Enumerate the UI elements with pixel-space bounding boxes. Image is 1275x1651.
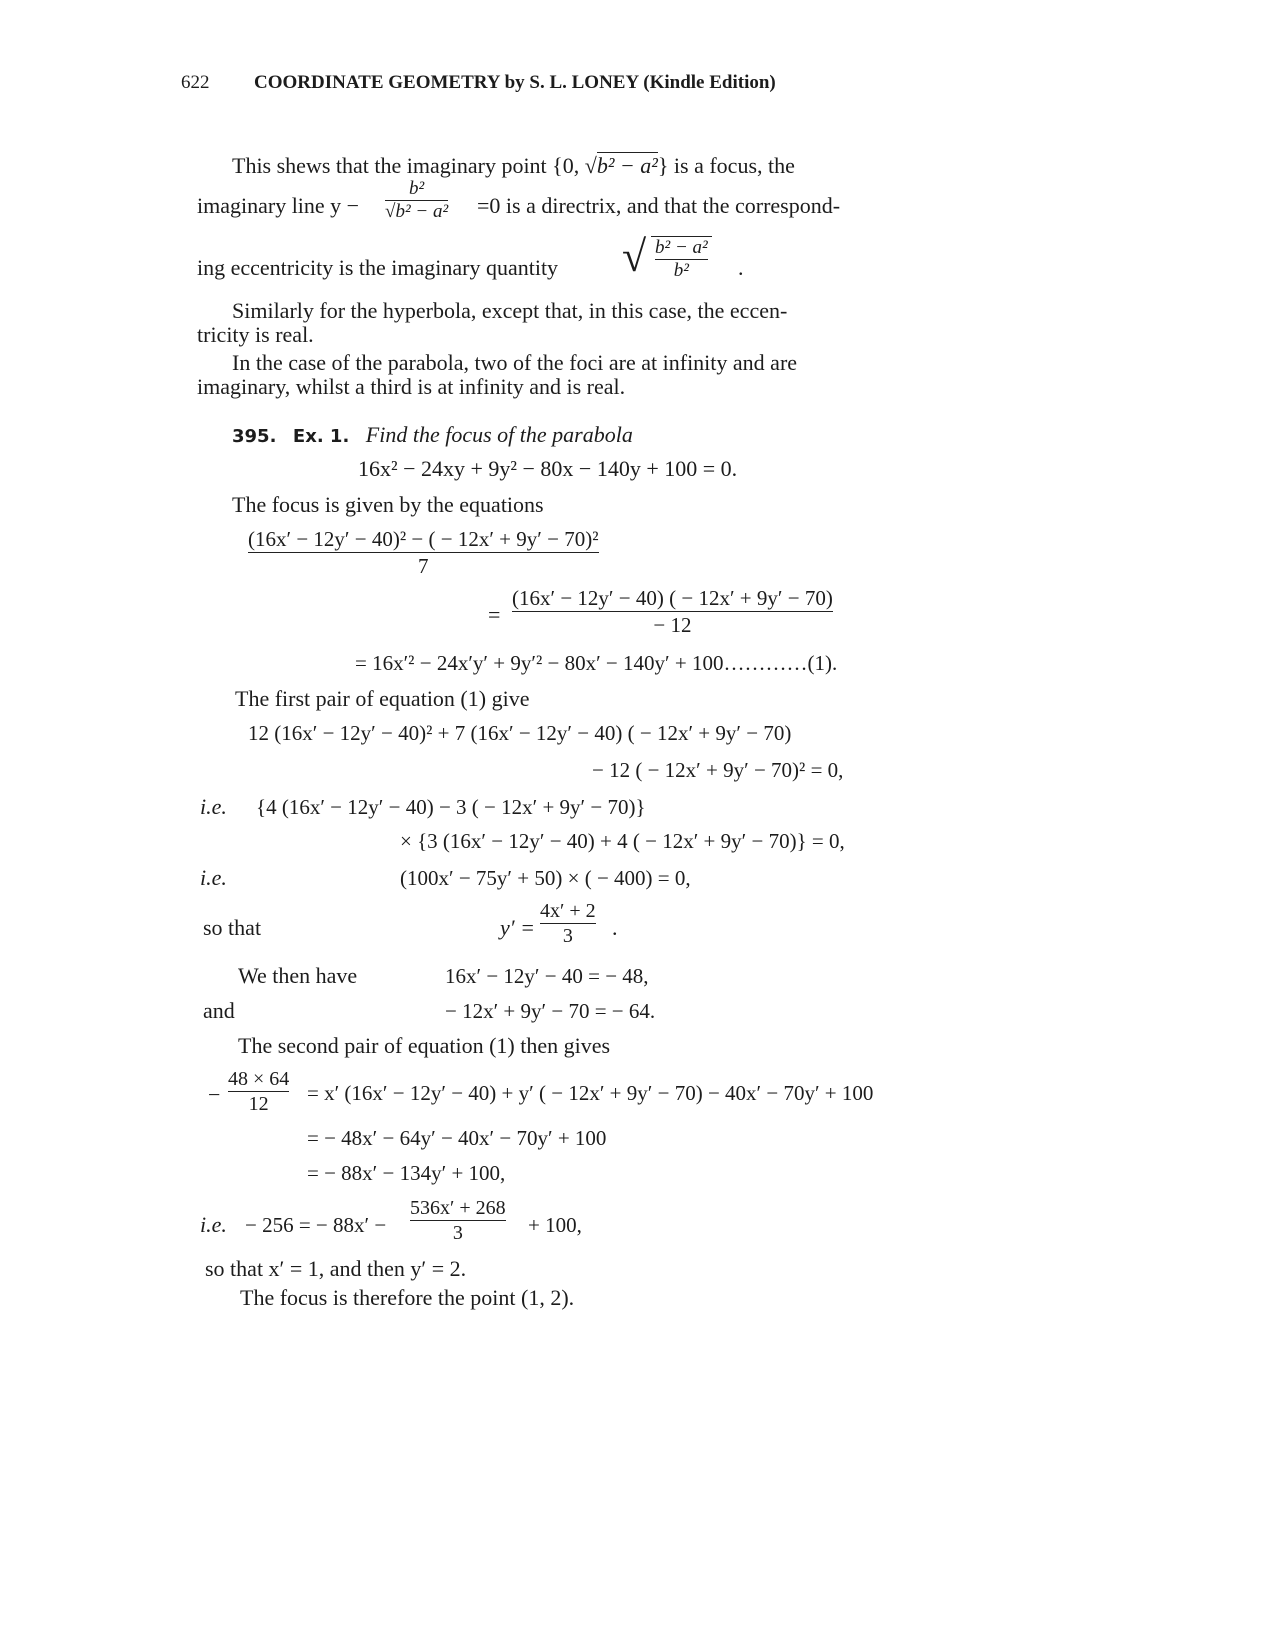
ie3-denominator: 3 — [452, 1222, 463, 1244]
y-prime-period: . — [612, 915, 618, 940]
ie3-rhs: + 100, — [528, 1213, 582, 1237]
minus-sign: − — [208, 1082, 221, 1107]
product-fraction — [228, 1067, 289, 1116]
final-values: so that x′ = 1, and then y′ = 2. — [205, 1256, 467, 1281]
para2-line2: tricity is real. — [197, 322, 314, 347]
para3-line1: In the case of the parabola, two of the foci are at infinity and are — [232, 350, 798, 375]
second-pair-rhs: = x′ (16x′ − 12y′ − 40) + y′ ( − 12x′ + 9y′ − 70) − 40x′ − 70y′ + 100 — [307, 1081, 874, 1105]
ie3-numerator: 536x′ + 268 — [410, 1197, 506, 1219]
focus-fraction-1-numerator: (16x′ − 12y′ − 40)² − ( − 12x′ + 9y′ − 70)² — [248, 527, 599, 551]
y-prime-lhs: y′ = — [500, 915, 535, 940]
para2-line1: Similarly for the hyperbola, except that, in this case, the eccen- — [232, 298, 788, 323]
factor-line2: × {3 (16x′ − 12y′ − 40) + 4 ( − 12x′ + 9y′ − 70)} = 0, — [400, 829, 845, 853]
para1-line1-radicand: b² − a² — [596, 153, 658, 178]
para1-line1-text-a: This shews that the imaginary point {0, — [232, 153, 585, 178]
product-denominator: 12 — [248, 1093, 269, 1115]
y-prime-denominator: 3 — [562, 925, 573, 947]
para1-line1-text-b: } is a focus, the — [657, 153, 795, 178]
ie3-lhs: − 256 = − 88x′ − — [245, 1213, 387, 1237]
factor-line1: {4 (16x′ − 12y′ − 40) − 3 ( − 12x′ + 9y′ − 70)} — [256, 795, 646, 819]
we-then-have-equation: 16x′ − 12y′ − 40 = − 48, — [445, 964, 649, 988]
example-label: Ex. 1. — [292, 426, 350, 447]
focus-fraction-2-denominator: − 12 — [653, 613, 692, 637]
example-number: 395. — [232, 426, 277, 447]
para1-line2-start: imaginary line y − — [197, 193, 360, 218]
y-prime-numerator: 4x′ + 2 — [540, 900, 596, 922]
example-prompt: Find the focus of the parabola — [365, 422, 633, 447]
ie-label-2: i.e. — [200, 865, 227, 890]
directrix-radicand: b² − a² — [395, 201, 449, 222]
product-numerator: 48 × 64 — [228, 1068, 290, 1090]
directrix-fraction-numerator: b² — [385, 178, 448, 201]
example-heading — [232, 422, 633, 450]
ie-label-1: i.e. — [200, 794, 227, 819]
sqrt-sign: √ — [385, 201, 396, 222]
focus-fraction-1 — [248, 526, 599, 579]
first-pair-eq-line1: 12 (16x′ − 12y′ − 40)² + 7 (16x′ − 12y′ − 40) ( − 12x′ + 9y′ − 70) — [248, 721, 792, 745]
para1-line3-start: ing eccentricity is the imaginary quantity — [197, 255, 559, 280]
focus-fraction-1-denominator: 7 — [418, 554, 429, 578]
second-pair-line2: = − 48x′ − 64y′ − 40x′ − 70y′ + 100 — [307, 1126, 607, 1150]
para1-line1 — [232, 153, 795, 179]
y-prime-fraction — [540, 899, 596, 948]
ie3-fraction — [410, 1196, 506, 1245]
page-number: 622 — [181, 72, 210, 93]
and-equation: − 12x′ + 9y′ − 70 = − 64. — [445, 999, 656, 1023]
focus-fraction-2 — [512, 585, 833, 638]
directrix-fraction — [385, 178, 448, 223]
large-sqrt-sign: √ — [622, 232, 647, 281]
first-pair-eq-line2: − 12 ( − 12x′ + 9y′ − 70)² = 0, — [592, 758, 844, 782]
final-conclusion: The focus is therefore the point (1, 2). — [240, 1285, 575, 1310]
directrix-fraction-denominator — [385, 201, 448, 223]
first-pair-text: The first pair of equation (1) give — [235, 686, 530, 711]
example-equation: 16x² − 24xy + 9y² − 80x − 140y + 100 = 0. — [358, 456, 738, 481]
focus-fraction-2-numerator: (16x′ − 12y′ − 40) ( − 12x′ + 9y′ − 70) — [512, 586, 833, 610]
we-then-have-label: We then have — [238, 963, 358, 988]
eccentricity-denominator: b² — [673, 260, 689, 281]
running-title: COORDINATE GEOMETRY by S. L. LONEY (Kindle Edition) — [254, 72, 776, 93]
second-pair-line3: = − 88x′ − 134y′ + 100, — [307, 1161, 506, 1185]
para3-line2: imaginary, whilst a third is at infinity and is real. — [197, 374, 626, 399]
second-pair-text: The second pair of equation (1) then gives — [238, 1033, 611, 1058]
eccentricity-numerator: b² − a² — [655, 237, 708, 258]
solution-intro: The focus is given by the equations — [232, 492, 544, 517]
product-equation: (100x′ − 75y′ + 50) × ( − 400) = 0, — [400, 866, 691, 890]
equals-sign: = — [488, 602, 501, 627]
eccentricity-fraction — [651, 236, 712, 282]
sqrt-sign: √ — [584, 153, 597, 178]
equation-1: = 16x′² − 24x′y′ + 9y′² − 80x′ − 140y′ + 100…………(1). — [355, 651, 838, 675]
and-label: and — [203, 998, 235, 1023]
para1-line2-end: =0 is a directrix, and that the correspond- — [477, 193, 841, 218]
so-that-label: so that — [203, 915, 262, 940]
para1-line3-end: . — [738, 255, 744, 280]
ie-label-3: i.e. — [200, 1212, 227, 1237]
